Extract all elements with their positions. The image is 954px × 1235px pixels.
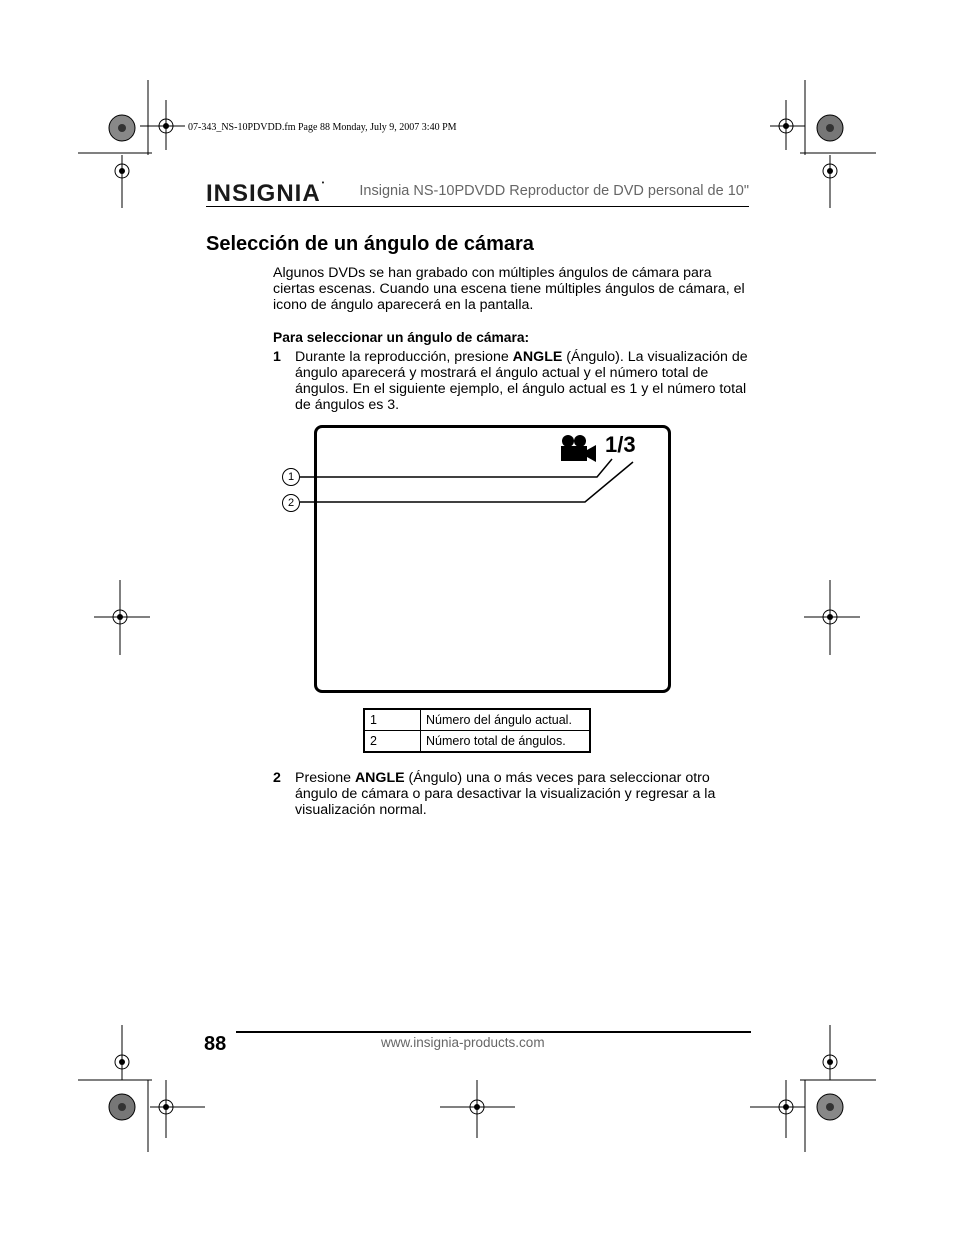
step-number: 2 [273,770,281,786]
legend-number: 2 [364,731,421,753]
table-row [364,709,590,731]
angle-keyword: ANGLE [354,770,405,786]
footer-url: www.insignia-products.com [381,1035,545,1050]
legend-description: Número del ángulo actual. [421,709,591,731]
trademark-mark: • [321,180,325,187]
printer-slug-line: 07-343_NS-10PDVDD.fm Page 88 Monday, July 9, 2007 3:40 PM [188,122,457,133]
header-title: Insignia NS-10PDVDD Reproductor de DVD personal de 10" [359,183,749,199]
intro-paragraph: Algunos DVDs se han grabado con múltiples ángulos de cámara para ciertas escenas. Cuando una escena tiene múltiples ángulos de cámara, el icono de ángulo aparecerá en la pantalla. [273,265,745,313]
logo-text: INSIGNIA [206,180,321,207]
footer-rule [236,1031,751,1033]
callout-2: 2 [282,494,300,512]
angle-readout: 1/3 [605,432,636,457]
legend-description: Número total de ángulos. [421,731,591,753]
step-text-before: Durante la reproducción, presione [295,349,513,365]
table-row [364,731,590,753]
angle-keyword: ANGLE [512,349,563,365]
procedure-heading: Para seleccionar un ángulo de cámara: [273,330,530,345]
step-number: 1 [273,349,281,365]
legend-number: 1 [364,709,421,731]
page-number: 88 [204,1033,227,1055]
legend-table [363,708,591,753]
step-text-before: Presione [295,770,355,786]
section-title: Selección de un ángulo de cámara [206,233,534,255]
step-text-after: (Ángulo). La visualización de ángulo aparecerá y mostrará el ángulo actual y el número total de ángulos. En el siguiente ejemplo, el ángulo actual es 1 y el número total de ángulos es 3. [295,349,748,413]
callout-1: 1 [282,468,300,486]
step-2 [273,770,751,818]
step-text-after: (Ángulo) una o más veces para seleccionar otro ángulo de cámara o para desactivar la visualización y regresar a la visualización normal. [295,770,716,818]
